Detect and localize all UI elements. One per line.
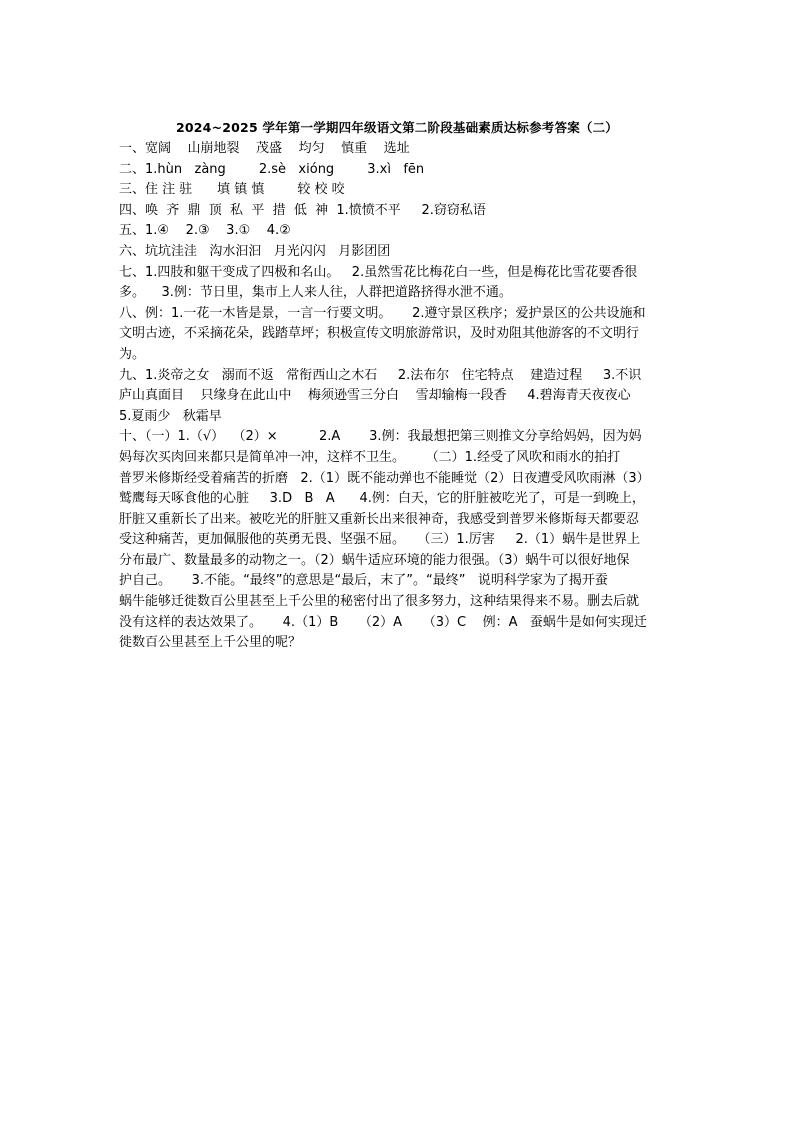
answer-line: 六、坑坑洼洼 沟水汩汩 月光闪闪 月影团团 <box>119 243 391 259</box>
answer-line: 为。 <box>119 346 146 362</box>
answer-line: 十、（一）1.（√） （2）× 2.A 3.例：我最想把第三则推文分享给妈妈，因为妈 <box>119 429 642 445</box>
answer-line: 庐山真面目 只缘身在此山中 梅须逊雪三分白 雪却输梅一段香 4.碧海青天夜夜心 <box>119 388 631 404</box>
answer-line: 护自己。 3.不能。“最终”的意思是“最后，末了”。“最终” 说明科学家为了揭开蚕 <box>119 573 608 589</box>
answer-line: 5.夏雨少 秋霜早 <box>119 408 222 424</box>
answer-line: 八、例：1.一花一木皆是景，一言一行要文明。 2.遵守景区秩序；爱护景区的公共设施和 <box>119 305 646 321</box>
answer-line: 妈每次买肉回来都只是简单冲一冲，这样不卫生。 （二）1.经受了风吹和雨水的拍打 <box>119 449 621 465</box>
answer-line: 七、1.四肢和躯干变成了四极和名山。 2.虽然雪花比梅花白一些，但是梅花比雪花要香很 <box>119 264 638 280</box>
answer-line: 二、1.hùn zàng 2.sè xióng 3.xì fēn <box>119 161 425 177</box>
answer-line: 四、唤 齐 鼎 顶 私 平 措 低 神 1.愤愤不平 2.窃窃私语 <box>119 202 486 218</box>
answer-line: 三、住 注 驻 填 镇 慎 较 校 咬 <box>119 182 345 198</box>
answer-line: 一、宽阔 山崩地裂 茂盛 均匀 慎重 选址 <box>119 141 410 156</box>
answer-line: 五、1.④ 2.③ 3.① 4.② <box>119 223 291 239</box>
answer-content <box>119 139 679 654</box>
answer-line: 文明古迹，不采摘花朵，践踏草坪；积极宣传文明旅游常识，及时劝阻其他游客的不文明行 <box>119 326 640 342</box>
answer-line: 分布最广、数量最多的动物之一。（2）蜗牛适应环境的能力很强。（3）蜗牛可以很好地保 <box>119 552 630 568</box>
answer-line: 肝脏又重新长了出来。被吃光的肝脏又重新长出来很神奇，我感受到普罗米修斯每天都要忍 <box>119 511 640 527</box>
answer-line: 受这种痛苦，更加佩服他的英勇无畏、坚强不屈。 （三）1.厉害 2.（1）蜗牛是世界上 <box>119 532 641 548</box>
answer-line: 鹫鹰每天啄食他的心脏 3.D B A 4.例：白天，它的肝脏被吃光了，可是一到晚上， <box>119 491 645 507</box>
answer-line: 蜗牛能够迁徙数百公里甚至上千公里的秘密付出了很多努力，这种结果得来不易。删去后就 <box>119 594 640 610</box>
answer-line: 九、1.炎帝之女 溺而不返 常衔西山之木石 2.法布尔 住宅特点 建造过程 3.不识 <box>119 367 642 383</box>
document-title: 2024~2025 学年第一学期四年级语文第二阶段基础素质达标参考答案（二） <box>175 120 618 135</box>
answer-line: 多。 3.例：节日里，集市上人来人往，人群把道路挤得水泄不通。 <box>119 285 512 301</box>
answer-line: 普罗米修斯经受着痛苦的折磨 2.（1）既不能动弹也不能睡觉（2）日夜遭受风吹雨淋（3） <box>119 470 650 486</box>
answer-line: 徙数百公里甚至上千公里的呢？ <box>119 635 302 651</box>
answer-line: 没有这样的表达效果了。 4.（1）B （2）A （3）C 例：A 蚕蜗牛是如何实现迁 <box>119 614 647 630</box>
